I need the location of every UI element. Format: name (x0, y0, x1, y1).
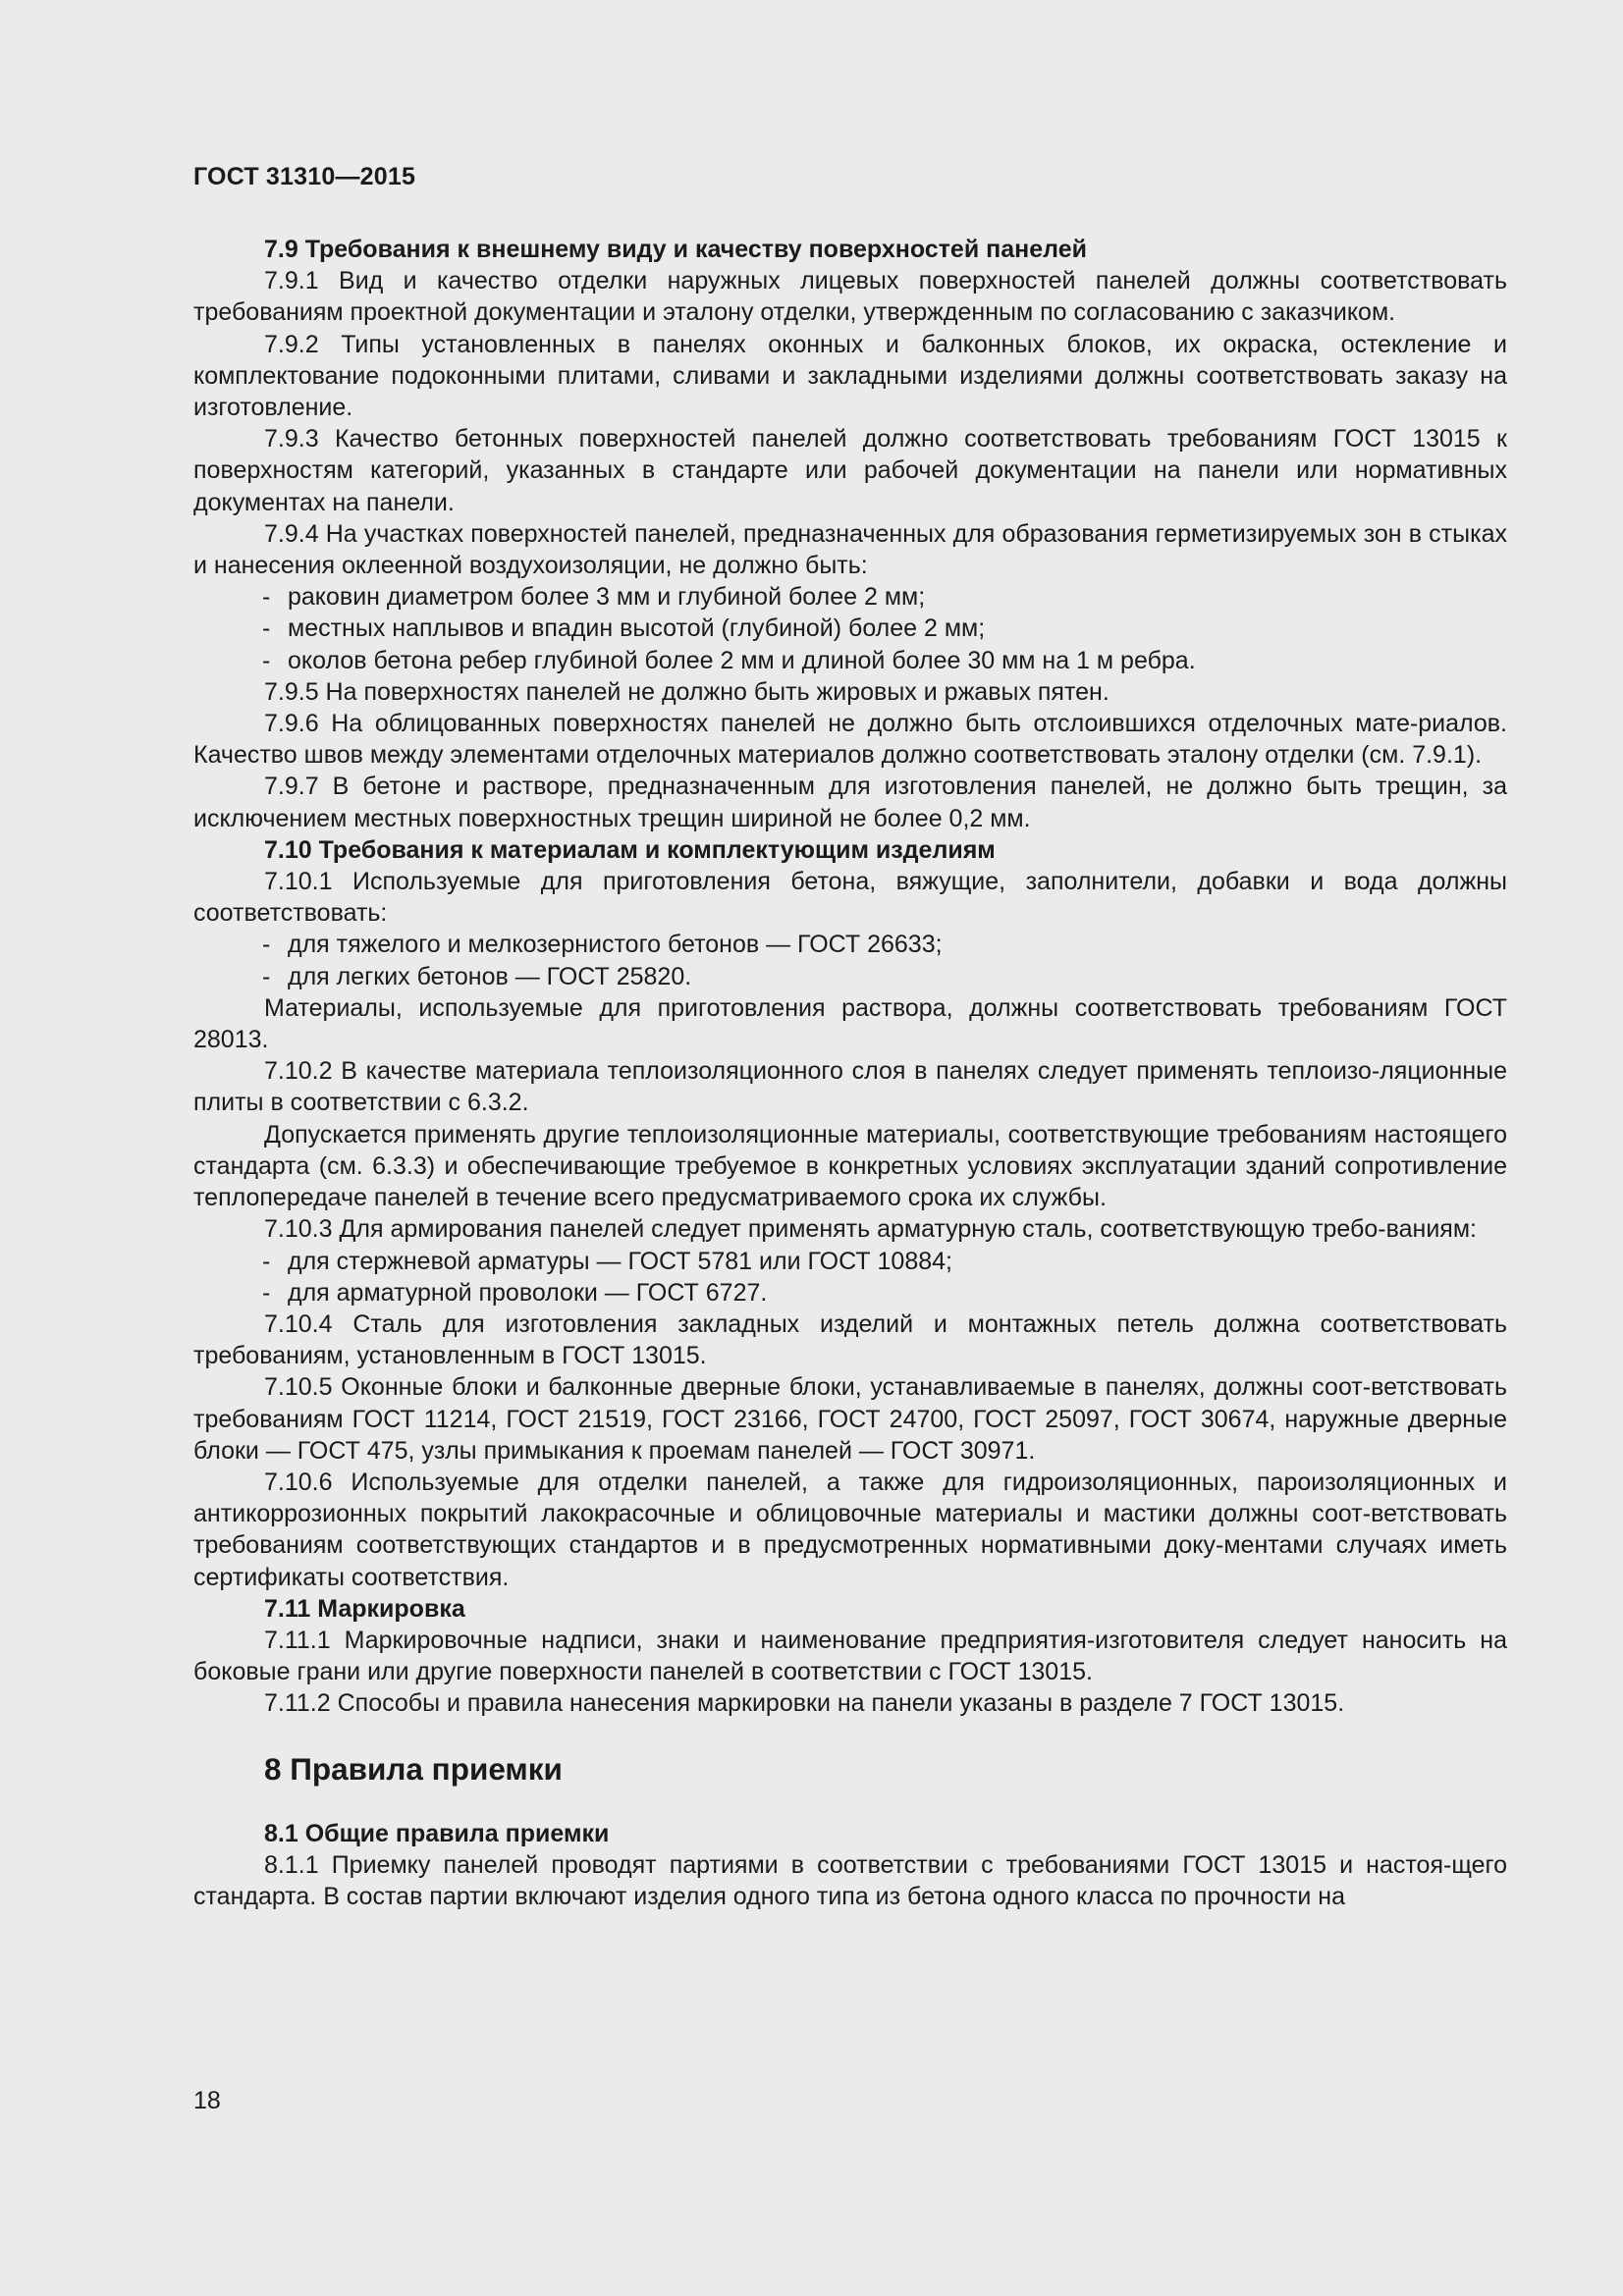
subsection-heading: 7.9 Требования к внешнему виду и качеству поверхностей панелей (264, 236, 1087, 263)
paragraph: 7.10.5 Оконные блоки и балконные дверные блоки, устанавливаемые в панелях, должны соот-ветствовать требованиям ГОСТ 11214, ГОСТ 21519, ГОСТ 23166, ГОСТ 24700, ГОСТ 25097, ГОСТ 30674, наружные дверные блоки — ГОСТ 475, узлы примыкания к проемам панелей — ГОСТ 30971. (193, 1373, 1507, 1465)
list-item: - для тяжелого и мелкозернистого бетонов — ГОСТ 26633; (193, 929, 1507, 960)
list-item: - для арматурной проволоки — ГОСТ 6727. (193, 1277, 1507, 1308)
paragraph: 7.11.1 Маркировочные надписи, знаки и наименование предприятия-изготовителя следует наносить на боковые грани или другие поверхности панелей в соответствии с ГОСТ 13015. (193, 1626, 1507, 1686)
paragraph: 7.9.3 Качество бетонных поверхностей панелей должно соответствовать требованиям ГОСТ 13015 к поверхностям категорий, указанных в стандарте или рабочей документации на панели или нормативных документах на панели. (193, 425, 1507, 516)
list-item: - раковин диаметром более 3 мм и глубиной более 2 мм; (193, 581, 1507, 613)
subsection-heading: 8.1 Общие правила приемки (264, 1819, 610, 1847)
paragraph: 7.10.4 Сталь для изготовления закладных изделий и монтажных петель должна соответствовать требованиям, установленным в ГОСТ 13015. (193, 1309, 1507, 1370)
list-item: - для стержневой арматуры — ГОСТ 5781 или ГОСТ 10884; (193, 1246, 1507, 1277)
paragraph: 7.9.2 Типы установленных в панелях оконных и балконных блоков, их окраска, остекление и комплектование подоконными плитами, сливами и закладными изделиями должны соответствовать заказу на изготовление. (193, 330, 1507, 422)
document-body (193, 234, 1507, 1912)
paragraph: 7.10.2 В качестве материала теплоизоляционного слоя в панелях следует применять теплоизо-ляционные плиты в соответствии с 6.3.2. (193, 1057, 1507, 1117)
paragraph: 7.9.6 На облицованных поверхностях панелей не должно быть отслоившихся отделочных мате-риалов. Качество швов между элементами отделочных материалов должно соответствовать эталону отделки (см. 7.9.1). (193, 710, 1507, 770)
paragraph: Материалы, используемые для приготовления раствора, должны соответствовать требованиям ГОСТ 28013. (193, 993, 1507, 1054)
paragraph: 7.9.7 В бетоне и растворе, предназначенным для изготовления панелей, не должно быть трещин, за исключением местных поверхностных трещин шириной не более 0,2 мм. (193, 773, 1507, 832)
page-number: 18 (193, 2087, 221, 2114)
list-item: - для легких бетонов — ГОСТ 25820. (193, 961, 1507, 992)
paragraph: 7.9.5 На поверхностях панелей не должно быть жировых и ржавых пятен. (264, 677, 1109, 706)
document-header: ГОСТ 31310—2015 (193, 163, 416, 190)
paragraph: Допускается применять другие теплоизоляционные материалы, соответствующие требованиям настоящего стандарта (см. 6.3.3) и обеспечивающие требуемое в конкретных условиях эксплуатации зданий сопротивление теплопередаче панелей в течение всего предусматриваемого срока их службы. (193, 1120, 1507, 1212)
subsection-heading: 7.10 Требования к материалам и комплектующим изделиям (264, 835, 996, 864)
section-heading: 8 Правила приемки (264, 1750, 563, 1787)
paragraph: 7.10.1 Используемые для приготовления бетона, вяжущие, заполнители, добавки и вода должны соответствовать: (193, 868, 1507, 928)
paragraph: 8.1.1 Приемку панелей проводят партиями в соответствии с требованиями ГОСТ 13015 и настоя-щего стандарта. В состав партии включают изделия одного типа из бетона одного класса по прочности на (193, 1850, 1507, 1910)
list-item: - местных наплывов и впадин высотой (глубиной) более 2 мм; (193, 613, 1507, 644)
subsection-heading: 7.11 Маркировка (264, 1594, 465, 1623)
paragraph: 7.10.6 Используемые для отделки панелей, а также для гидроизоляционных, пароизоляционных и антикоррозионных покрытий лакокрасочные и облицовочные материалы и мастики должны соот-ветствовать требованиям соответствующих стандартов и в предусмотренных нормативными доку-ментами случаях иметь сертификаты соответствия. (193, 1468, 1507, 1591)
paragraph: 7.11.2 Способы и правила нанесения маркировки на панели указаны в разделе 7 ГОСТ 13015. (264, 1689, 1345, 1718)
paragraph: 7.9.1 Вид и качество отделки наружных лицевых поверхностей панелей должны соответствовать требованиям проектной документации и эталону отделки, утвержденным по согласованию с заказчиком. (193, 267, 1507, 327)
paragraph: 7.10.3 Для армирования панелей следует применять арматурную сталь, соответствующую требо-ваниям: (264, 1215, 1477, 1244)
list-item: - околов бетона ребер глубиной более 2 мм и длиной более 30 мм на 1 м ребра. (193, 645, 1507, 676)
paragraph: 7.9.4 На участках поверхностей панелей, предназначенных для образования герметизируемых зон в стыках и нанесения оклеенной воздухоизоляции, не должно быть: (193, 519, 1507, 580)
